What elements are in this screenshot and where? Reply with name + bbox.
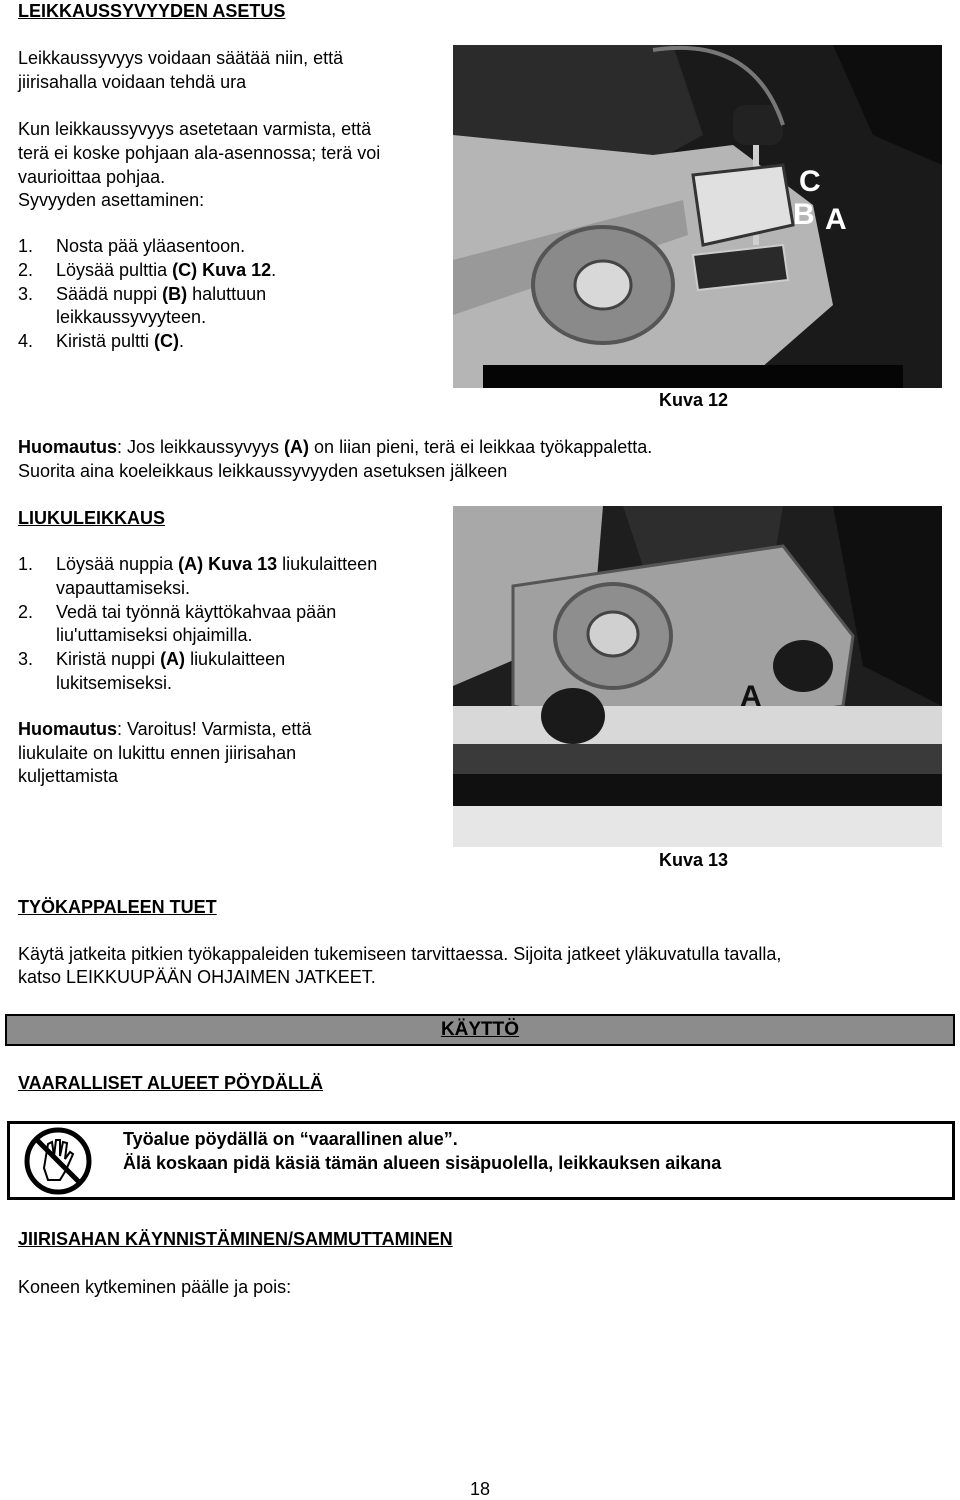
figure-label-a: A <box>825 203 847 236</box>
intro-line: Leikkaussyvyys voidaan säätää niin, että <box>18 48 344 68</box>
note-label: Huomautus <box>18 719 117 739</box>
warning-line: Älä koskaan pidä käsiä tämän alueen sisäpuolella, leikkauksen aikana <box>123 1153 722 1173</box>
intro-line: jiirisahalla voidaan tehdä ura <box>18 72 247 92</box>
note-line: Suorita aina koeleikkaus leikkaussyvyyden asetuksen jälkeen <box>18 461 508 481</box>
step-ref: (A) Kuva 13 <box>178 554 278 574</box>
warning-line: Kun leikkaussyvyys asetetaan varmista, että <box>18 119 372 139</box>
note-label: Huomautus <box>18 437 117 457</box>
danger-warning-box <box>7 1121 955 1200</box>
step-text: Nosta pää yläasentoon. <box>56 236 246 256</box>
step-item <box>18 601 336 623</box>
section-banner <box>5 1014 955 1046</box>
step-item <box>18 553 377 575</box>
step-text: . <box>271 260 277 280</box>
step-continuation: vapauttamiseksi. <box>56 578 191 598</box>
step-text: Kiristä nuppi <box>56 649 161 669</box>
figure-label-b: B <box>793 198 815 231</box>
step-text: liukulaitteen <box>277 554 378 574</box>
step-number: 2. <box>18 602 34 622</box>
step-item <box>18 283 266 305</box>
figure-label-c: C <box>799 165 821 198</box>
section-title-depth: LEIKKAUSSYVYYDEN ASETUS <box>18 1 286 21</box>
step-text: . <box>179 331 185 351</box>
step-text: Löysää pulttia <box>56 260 173 280</box>
body-line: Käytä jatkeita pitkien työkappaleiden tukemiseen tarvittaessa. Sijoita jatkeet yläkuvatulla tavalla, <box>18 944 782 964</box>
note-text: on liian pieni, terä ei leikkaa työkappaletta. <box>309 437 653 457</box>
step-ref: (C) Kuva 12 <box>172 260 272 280</box>
warning-line: Työalue pöydällä on “vaarallinen alue”. <box>123 1129 458 1149</box>
step-text: liukulaitteen <box>185 649 286 669</box>
banner-title: KÄYTTÖ <box>440 1019 520 1040</box>
step-text: Löysää nuppia <box>56 554 179 574</box>
warning-line: vaurioittaa pohjaa. <box>18 167 166 187</box>
note-ref: (A) <box>284 437 310 457</box>
section-title-danger: VAARALLISET ALUEET PÖYDÄLLÄ <box>18 1073 323 1093</box>
step-text: Vedä tai työnnä käyttökahvaa pään <box>56 602 337 622</box>
step-continuation: leikkaussyvyyteen. <box>56 307 207 327</box>
step-number: 4. <box>18 331 34 351</box>
body-line: Koneen kytkeminen päälle ja pois: <box>18 1277 292 1297</box>
note-line <box>18 718 311 740</box>
step-continuation: liu'uttamiseksi ohjaimilla. <box>56 625 253 645</box>
note-line: kuljettamista <box>18 766 119 786</box>
step-number: 3. <box>18 649 34 669</box>
body-line: katso LEIKKUUPÄÄN OHJAIMEN JATKEET. <box>18 967 376 987</box>
note-text: : Jos leikkaussyvyys <box>117 437 285 457</box>
step-item <box>18 648 285 670</box>
step-text: Kiristä pultti <box>56 331 155 351</box>
step-item <box>18 259 276 281</box>
step-text: Säädä nuppi <box>56 284 163 304</box>
page-number: 18 <box>469 1479 491 1499</box>
step-number: 3. <box>18 284 34 304</box>
step-ref: (C) <box>154 331 180 351</box>
warning-line: Syvyyden asettaminen: <box>18 190 205 210</box>
note-line: liukulaite on lukittu ennen jiirisahan <box>18 743 297 763</box>
step-continuation: lukitsemiseksi. <box>56 673 173 693</box>
step-item <box>18 330 184 352</box>
step-text: haluttuun <box>187 284 267 304</box>
figure-12-caption: Kuva 12 <box>659 390 729 410</box>
step-item <box>18 235 245 257</box>
no-hands-icon <box>18 1126 98 1201</box>
note-line <box>18 436 652 458</box>
note-text: : Varoitus! Varmista, että <box>117 719 312 739</box>
step-ref: (A) <box>160 649 186 669</box>
figure-label-a: A <box>740 680 762 713</box>
step-number: 1. <box>18 236 34 256</box>
section-title-slide: LIUKULEIKKAUS <box>18 508 165 528</box>
figure-12-photo <box>453 45 942 388</box>
warning-line: terä ei koske pohjaan ala-asennossa; terä voi <box>18 143 381 163</box>
step-ref: (B) <box>162 284 188 304</box>
step-number: 2. <box>18 260 34 280</box>
step-number: 1. <box>18 554 34 574</box>
figure-13-photo <box>453 506 942 847</box>
figure-13-caption: Kuva 13 <box>659 850 729 870</box>
section-title-supports: TYÖKAPPALEEN TUET <box>18 897 217 917</box>
section-title-start-stop: JIIRISAHAN KÄYNNISTÄMINEN/SAMMUTTAMINEN <box>18 1229 453 1249</box>
